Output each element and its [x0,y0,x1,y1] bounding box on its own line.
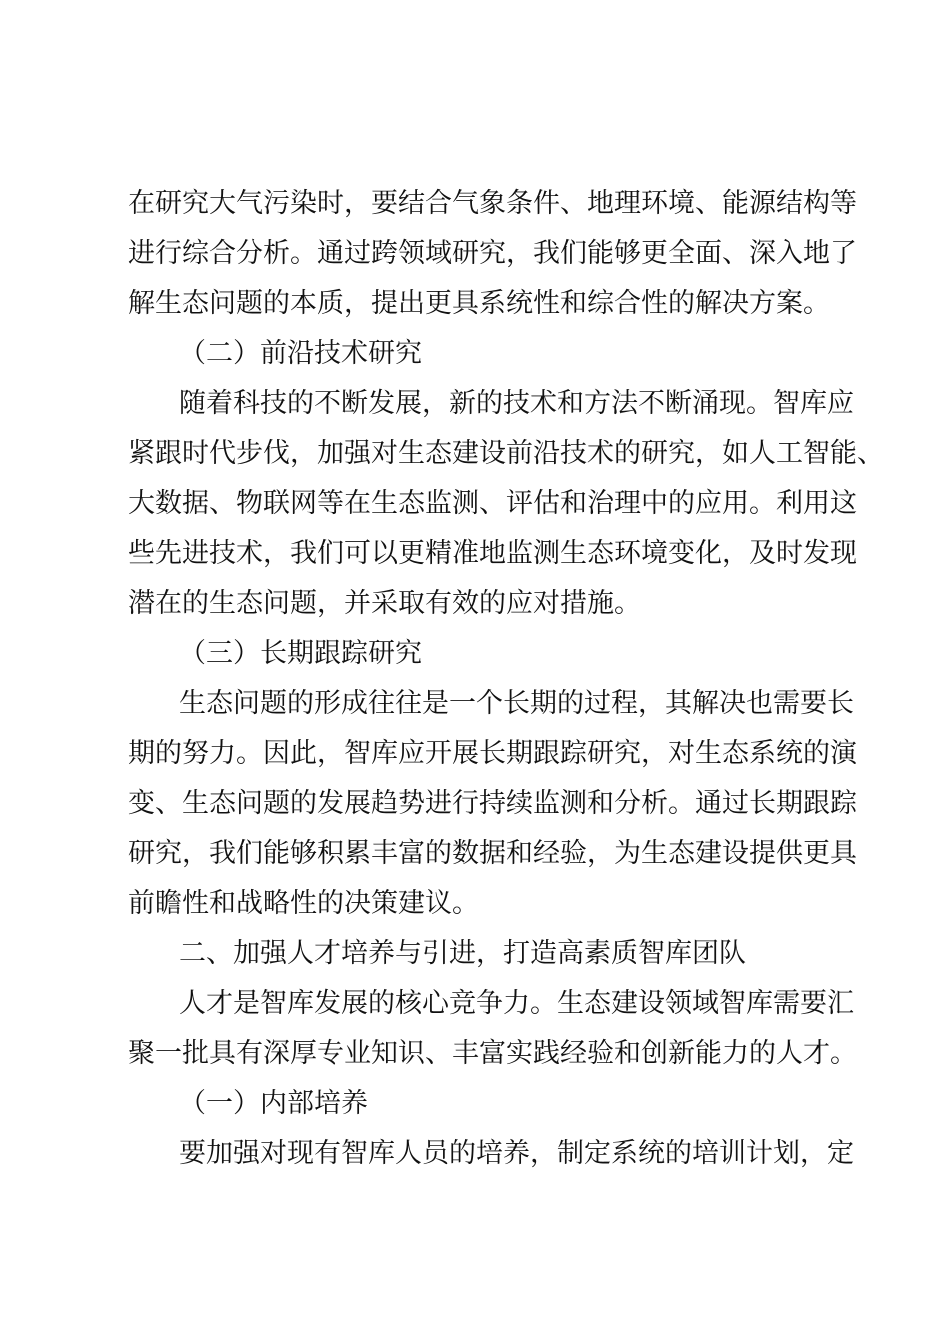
paragraph-line: 进行综合分析。通过跨领域研究，我们能够更全面、深入地了 [128,238,857,269]
paragraph-line: 聚一批具有深厚专业知识、丰富实践经验和创新能力的人才。 [128,1038,857,1069]
chapter-heading: 二、加强人才培养与引进，打造高素质智库团队 [179,938,746,969]
paragraph-line: 大数据、物联网等在生态监测、评估和治理中的应用。利用这 [128,488,857,519]
paragraph-line: 随着科技的不断发展，新的技术和方法不断涌现。智库应 [179,388,854,419]
paragraph-line: 变、生态问题的发展趋势进行持续监测和分析。通过长期跟踪 [128,788,857,819]
paragraph-line: 期的努力。因此，智库应开展长期跟踪研究，对生态系统的演 [128,738,857,769]
paragraph-line: 前瞻性和战略性的决策建议。 [128,888,479,919]
paragraph-line: 研究，我们能够积累丰富的数据和经验，为生态建设提供更具 [128,838,857,869]
paragraph-line: 要加强对现有智库人员的培养，制定系统的培训计划，定 [179,1138,854,1169]
paragraph-line: 紧跟时代步伐，加强对生态建设前沿技术的研究，如人工智能、 [128,438,884,469]
paragraph-line: 人才是智库发展的核心竞争力。生态建设领域智库需要汇 [179,988,854,1019]
paragraph-line: 生态问题的形成往往是一个长期的过程，其解决也需要长 [179,688,854,719]
section-heading: （二）前沿技术研究 [179,338,422,369]
section-heading: （一）内部培养 [179,1088,368,1119]
paragraph-line: 些先进技术，我们可以更精准地监测生态环境变化，及时发现 [128,538,857,569]
paragraph-line: 解生态问题的本质，提出更具系统性和综合性的解决方案。 [128,288,830,319]
paragraph-line: 在研究大气污染时，要结合气象条件、地理环境、能源结构等 [128,188,857,219]
section-heading: （三）长期跟踪研究 [179,638,422,669]
paragraph-line: 潜在的生态问题，并采取有效的应对措施。 [128,588,641,619]
